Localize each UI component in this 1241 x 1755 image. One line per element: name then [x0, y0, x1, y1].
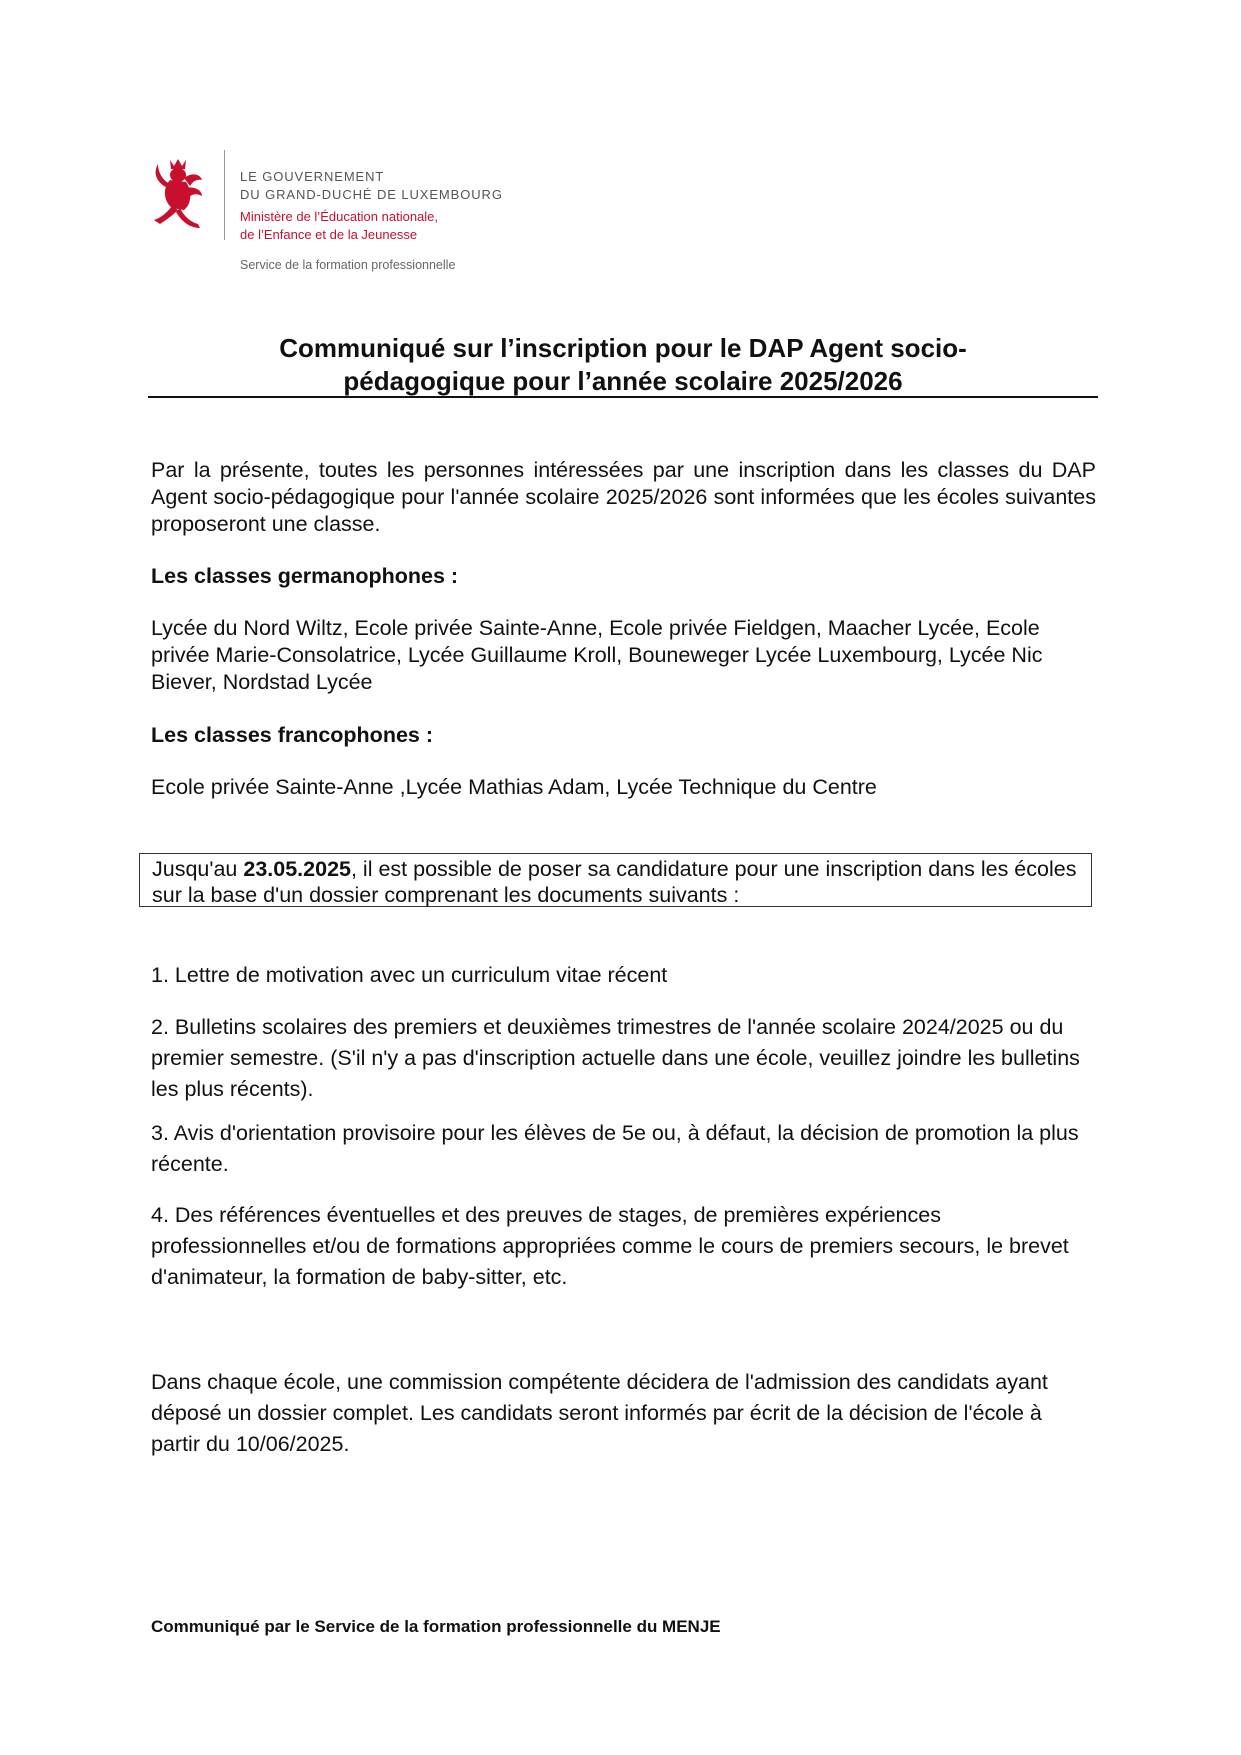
deadline-date: 23.05.2025	[243, 857, 351, 881]
conclusion-paragraph: Dans chaque école, une commission compétente décidera de l'admission des candidats ayant déposé un dossier complet. Les candidats seront informés par écrit de la décision de l'école à partir du 10/06/2025.	[151, 1370, 1048, 1456]
document-item: 3. Avis d'orientation provisoire pour les élèves de 5e ou, à défaut, la décision de promotion la plus récente.	[151, 1121, 1079, 1176]
germanophone-heading: Les classes germanophones :	[151, 564, 459, 588]
title-line-1: Communiqué sur l’inscription pour le DAP Agent socio-	[279, 333, 967, 363]
germanophone-schools: Lycée du Nord Wiltz, Ecole privée Sainte-Anne, Ecole privée Fieldgen, Maacher Lycée, Ecole privée Marie-Consolatrice, Lycée Guillaume Kroll, Bouneweger Lycée Luxembourg, Lycée Nic Biever, Nordstad Lycée	[151, 616, 1043, 694]
notice-suffix: , il est possible de poser sa candidature pour une inscription dans les écoles sur la base d'un dossier comprenant les documents suivants :	[152, 857, 1077, 907]
service-name: Service de la formation professionnelle	[240, 258, 456, 272]
intro-paragraph: Par la présente, toutes les personnes intéressées par une inscription dans les classes du DAP Agent socio-pédagogique pour l'année scolaire 2025/2026 sont informées que les écoles suivantes proposeront une classe.	[151, 458, 1096, 536]
ministry-line-1: Ministère de l’Éducation nationale,	[240, 209, 439, 224]
document-item: 2. Bulletins scolaires des premiers et deuxièmes trimestres de l'année scolaire 2024/2025 ou du premier semestre. (S'il n'y a pas d'inscription actuelle dans une école, veuillez joindre les bulletins les plus récents).	[151, 1015, 1080, 1101]
francophone-schools: Ecole privée Sainte-Anne ,Lycée Mathias Adam, Lycée Technique du Centre	[151, 775, 877, 799]
title-underline	[148, 396, 1098, 398]
title-line-2: pédagogique pour l’année scolaire 2025/2026	[343, 366, 903, 396]
ministry-line-2: de l’Enfance et de la Jeunesse	[240, 227, 418, 242]
footer-note: Communiqué par le Service de la formation professionnelle du MENJE	[151, 1617, 721, 1636]
document-item: 4. Des références éventuelles et des preuves de stages, de premières expériences professionnelles et/ou de formations appropriées comme le cours de premiers secours, le brevet d'animateur, la formation de baby-sitter, etc.	[151, 1203, 1069, 1289]
ministry-name	[240, 208, 438, 244]
letterhead-divider	[224, 150, 225, 240]
notice-prefix: Jusqu'au	[152, 857, 244, 881]
francophone-heading: Les classes francophones :	[151, 723, 433, 747]
gov-line-2: DU GRAND-DUCHÉ DE LUXEMBOURG	[240, 187, 503, 202]
gov-line-1: LE GOUVERNEMENT	[240, 169, 385, 184]
government-name	[240, 168, 503, 204]
deadline-notice	[139, 853, 1092, 907]
page-title	[148, 332, 1098, 398]
document-item: 1. Lettre de motivation avec un curriculum vitae récent	[151, 963, 668, 987]
red-lion-icon	[150, 158, 212, 234]
